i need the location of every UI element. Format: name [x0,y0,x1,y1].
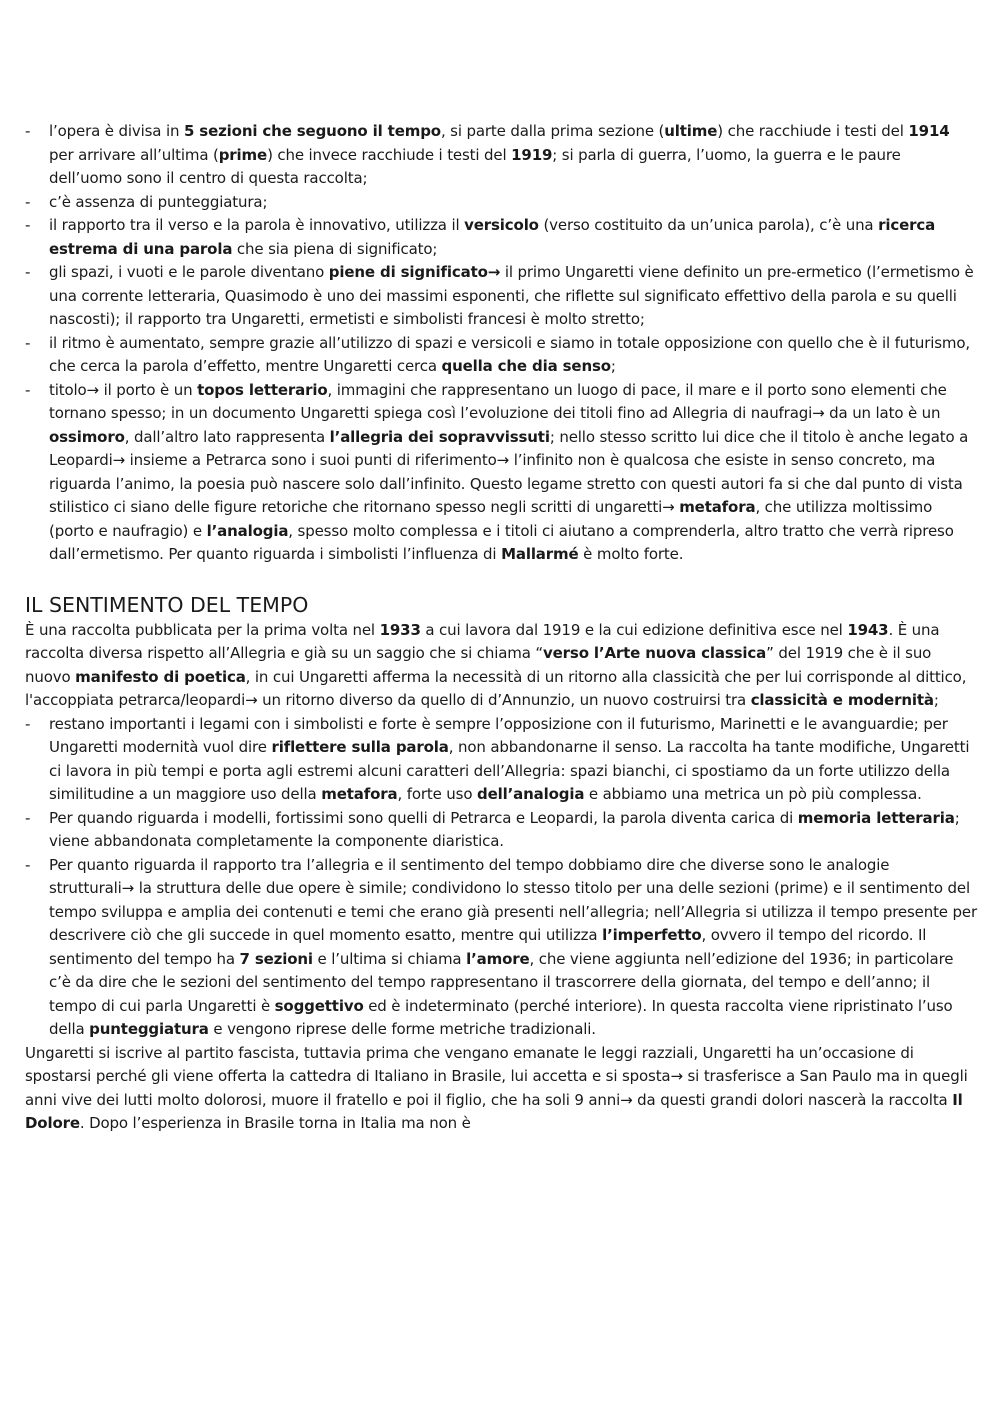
text-run: e abbiamo una metrica un pò più complessa. [584,785,922,803]
bold-text: ossimoro [49,427,125,446]
bold-text: 7 sezioni [239,949,313,968]
text-run: l’opera è divisa in [49,122,184,140]
list-item-text [49,334,970,376]
bold-text: ricerca estrema di una parola [49,216,936,258]
bold-text: Il Dolore [25,1090,963,1132]
bold-text: metafora [679,498,756,516]
bold-text: 1943 [847,620,889,639]
text-run: , ovvero il tempo del ricordo. Il sentimento del tempo ha [49,926,927,968]
bold-text: l’imperfetto [602,926,702,944]
text-run: ; viene abbandonata completamente la componente diaristica. [49,808,960,850]
list-item-text [49,263,974,328]
list-item [25,214,977,261]
bold-text: 1914 [908,122,950,140]
list-item [25,332,977,379]
bold-text: prime [218,145,268,164]
text-run: il ritmo è aumentato, sempre grazie all’utilizzo di spazi e versicoli e siamo in totale opposizione con quello che è il futurismo, che cerca la parola d’effetto, mentre Ungaretti cerca [49,333,971,375]
closing-paragraph [25,1042,977,1136]
text-run: Per quando riguarda i modelli, fortissimi sono quelli di Petrarca e Leopardi, la parola diventa carica di [49,808,798,827]
text-run: Ungaretti si iscrive al partito fascista, tuttavia prima che vengano emanate le leggi razziali, Ungaretti ha un’occasione di spostarsi perché gli viene offerta la cattedra di Italiano in Brasile, lui accetta e si sposta→ si trasferisce a San Paulo ma in quegli anni vive dei lutti molto dolorosi, muore il fratello e poi il figlio, che ha soli 9 anni→ da questi grandi dolori nascerà la raccolta [25,1043,968,1109]
text-run: ) che racchiude i testi del [717,122,909,140]
text-run: ; nello stesso scritto lui dice che il titolo è anche legato a Leopardi→ insieme a Petrarca sono i suoi punti di riferimento→ l’infinito non è qualcosa che esiste in senso concreto, ma riguarda l’animo, la poesia può nascere solo dall’infinito. Questo legame stretto con questi autori fa si che dal punto di vista stilistico ci siano delle figure retoriche che ritornano spesso negli scritti di ungaretti→ [49,427,969,516]
text-run: Per quanto riguarda il rapporto tra l’allegria e il sentimento del tempo dobbiamo dire che diverse sono le analogie strutturali→ la struttura delle due opere è simile; condividono lo stesso titolo per una delle sezioni (prime) e il sentimento del tempo sviluppa e amplia dei contenuti e temi che erano già presenti nell’allegria; nell’Allegria si utilizza il tempo presente per descrivere ciò che gli succede in quel momento esatto, mentre qui utilizza [49,855,977,944]
text-run: gli spazi, i vuoti e le parole diventano [49,263,329,281]
text-run: , immagini che rappresentano un luogo di pace, il mare e il porto sono elementi che tornano spesso; in un documento Ungaretti spiega così l’evoluzione dei titoli fino ad Allegria di naufragi→ da un lato è un [49,380,947,422]
text-run: il primo Ungaretti viene definito un pre-ermetico (l’ermetismo è una corrente letteraria, Quasimodo è uno dei massimi esponenti, che riflette sul significato effettivo della parola e su quelli nascosti); il rapporto tra Ungaretti, ermetisti e simbolisti francesi è molto stretto; [49,263,974,328]
text-run: ” del 1919 che è il suo nuovo [25,644,932,686]
text-run: c’è assenza di punteggiatura; [49,192,268,211]
bold-text: 1933 [379,620,421,639]
allegria-points-list [25,120,977,567]
text-run: il rapporto tra il verso e la parola è innovativo, utilizza il [49,216,465,234]
bold-text: soggettivo [274,996,364,1015]
text-run: , che utilizza moltissimo (porto e naufragio) e [49,498,933,540]
list-item [25,713,977,807]
bold-text: quella che dia senso [441,357,611,375]
text-run: ed è indeterminato (perché interiore). In questa raccolta viene ripristinato l’uso della [49,996,953,1038]
section-heading: IL SENTIMENTO DEL TEMPO [25,592,309,617]
bold-text: manifesto di poetica [75,667,246,686]
list-item-text [49,381,968,564]
text-run: ; si parla di guerra, l’uomo, la guerra e le paure dell’uomo sono il centro di questa raccolta; [49,145,901,187]
text-run: È una raccolta pubblicata per la prima volta nel [25,620,380,639]
bold-text: piene di significato→ [328,263,501,281]
list-item-text [49,809,960,851]
text-run: , in cui Ungaretti afferma la necessità di un ritorno alla classicità che per lui corrisponde al dittico, l'accoppiata petrarca/leopardi→ un ritorno diverso da quello di d’Annunzio, un nuovo costruirsi tra [25,667,967,709]
list-item [25,191,977,215]
text-run: ; [610,357,616,375]
list-item [25,261,977,332]
bold-text: verso l’Arte nuova classica [543,644,767,662]
text-run: , non abbandonarne il senso. La raccolta ha tante modifiche, Ungaretti ci lavora in più tempi e porta agli estremi alcuni caratteri dell’Allegria: spazi bianchi, ci spostiamo da un forte utilizzo della similitudine a un maggiore uso della [49,738,970,803]
text-run: , forte uso [397,785,477,803]
list-item-text [49,856,977,1039]
bold-text: classicità e modernità [750,691,934,709]
bold-text: memoria letteraria [797,808,955,827]
list-item-text [49,715,969,804]
text-run: ; [933,691,939,709]
text-run: e vengono riprese delle forme metriche tradizionali. [208,1020,596,1038]
bold-text: metafora [321,785,398,803]
text-run: a cui lavora dal 1919 e la cui edizione definitiva esce nel [420,620,848,639]
bold-text: l’allegria dei sopravvissuti [329,427,550,446]
list-item [25,120,977,191]
list-item-text [49,193,267,211]
text-run: ) che invece racchiude i testi del [267,145,512,164]
bold-text: Mallarmé [501,545,579,563]
bold-text: ultime [664,122,718,140]
bold-text: l’analogia [206,521,289,540]
text-run: che sia piena di significato; [232,239,438,258]
text-run: . È una raccolta diversa rispetto all’Allegria e già su un saggio che si chiama “ [25,620,940,662]
text-run: . Dopo l’esperienza in Brasile torna in Italia ma non è [79,1114,471,1132]
bold-text: riflettere sulla parola [271,738,449,756]
list-item-text [49,216,935,258]
bold-text: 1919 [511,145,553,164]
text-run: per arrivare all’ultima ( [49,145,219,164]
text-run: titolo→ il porto è un [49,380,198,399]
text-run: e l’ultima si chiama [312,949,467,968]
bold-text: l’amore [466,949,530,968]
text-run: , spesso molto complessa e i titoli ci aiutano a comprenderla, altro tratto che verrà ripreso dall’ermetismo. Per quanto riguarda i simbolisti l’influenza di [49,521,954,563]
list-item [25,807,977,854]
bold-text: versicolo [464,216,539,234]
intro-paragraph [25,619,977,713]
list-item-text [49,122,950,187]
text-run: , dall’altro lato rappresenta [124,427,330,446]
text-run: (verso costituito da un’unica parola), c’è una [538,216,879,234]
list-item [25,854,977,1042]
sentimento-points-list [25,713,977,1042]
bold-text: 5 sezioni che seguono il tempo [183,122,441,140]
bold-text: dell’analogia [476,785,585,803]
text-run: è molto forte. [578,545,684,563]
bold-text: punteggiatura [89,1020,209,1038]
bold-text: topos letterario [197,380,328,399]
list-item [25,379,977,567]
document-content [25,120,977,1136]
text-run: , che viene aggiunta nell’edizione del 1936; in particolare c’è da dire che le sezioni del sentimento del tempo rappresentano il trascorrere della giornata, del tempo e dell’anno; il tempo di cui parla Ungaretti è [49,949,954,1015]
text-run: , si parte dalla prima sezione ( [440,122,665,140]
text-run: restano importanti i legami con i simbolisti e forte è sempre l’opposizione con il futurismo, Marinetti e le avanguardie; per Ungaretti modernità vuol dire [49,714,948,756]
